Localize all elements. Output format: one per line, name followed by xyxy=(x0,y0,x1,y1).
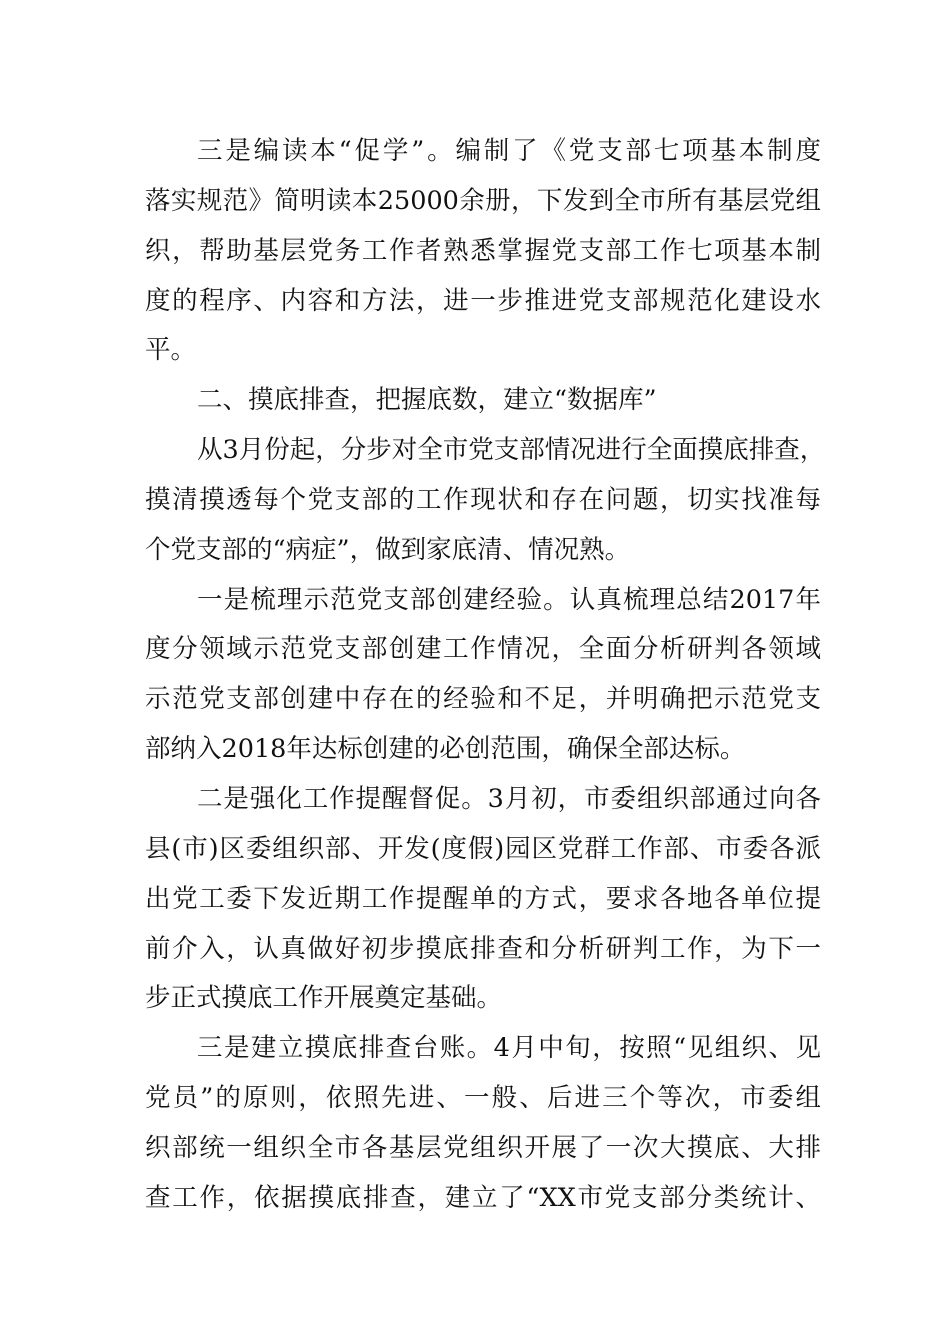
text-line: 示范党支部创建中存在的经验和不足，并明确把示范党支 xyxy=(145,684,821,715)
text-line: 二、摸底排查，把握底数，建立“数据库” xyxy=(197,385,657,416)
text-line: 从3月份起，分步对全市党支部情况进行全面摸底排查， xyxy=(197,435,826,466)
text-line: 三是编读本“促学”。编制了《党支部七项基本制度 xyxy=(197,136,821,166)
text-line: 前介入，认真做好初步摸底排查和分析研判工作，为下一 xyxy=(145,933,821,964)
text-line: 个党支部的“病症”，做到家底清、情况熟。 xyxy=(145,534,631,565)
text-line: 二是强化工作提醒督促。3月初，市委组织部通过向各 xyxy=(197,783,821,814)
text-line: 摸清摸透每个党支部的工作现状和存在问题，切实找准每 xyxy=(145,484,821,515)
text-line: 县(市)区委组织部、开发(度假)园区党群工作部、市委各派 xyxy=(145,833,821,864)
text-line: 步正式摸底工作开展奠定基础。 xyxy=(145,983,503,1014)
document-body xyxy=(145,127,826,1224)
text-line: 部纳入2018年达标创建的必创范围，确保全部达标。 xyxy=(145,734,746,765)
text-line: 三是建立摸底排查台账。4月中旬，按照“见组织、见 xyxy=(197,1033,821,1064)
paragraph xyxy=(145,576,821,775)
text-line: 织，帮助基层党务工作者熟悉掌握党支部工作七项基本制 xyxy=(145,235,821,266)
text-line: 度分领域示范党支部创建工作情况，全面分析研判各领域 xyxy=(145,634,821,665)
text-line: 平。 xyxy=(145,335,197,366)
section-heading xyxy=(145,376,821,426)
text-line: 织部统一组织全市各基层党组织开展了一次大摸底、大排 xyxy=(145,1132,821,1163)
text-line: 一是梳理示范党支部创建经验。认真梳理总结2017年 xyxy=(197,584,821,615)
paragraph xyxy=(145,127,821,376)
paragraph xyxy=(145,775,821,1024)
paragraph xyxy=(145,426,826,576)
text-line: 党员”的原则，依照先进、一般、后进三个等次，市委组 xyxy=(145,1083,821,1114)
text-line: 出党工委下发近期工作提醒单的方式，要求各地各单位提 xyxy=(145,883,821,914)
text-line: 度的程序、内容和方法，进一步推进党支部规范化建设水 xyxy=(145,285,821,316)
paragraph xyxy=(145,1024,821,1223)
text-line: 落实规范》简明读本25000余册，下发到全市所有基层党组 xyxy=(145,185,821,216)
text-line: 查工作，依据摸底排查，建立了“XX市党支部分类统计、 xyxy=(145,1182,821,1213)
